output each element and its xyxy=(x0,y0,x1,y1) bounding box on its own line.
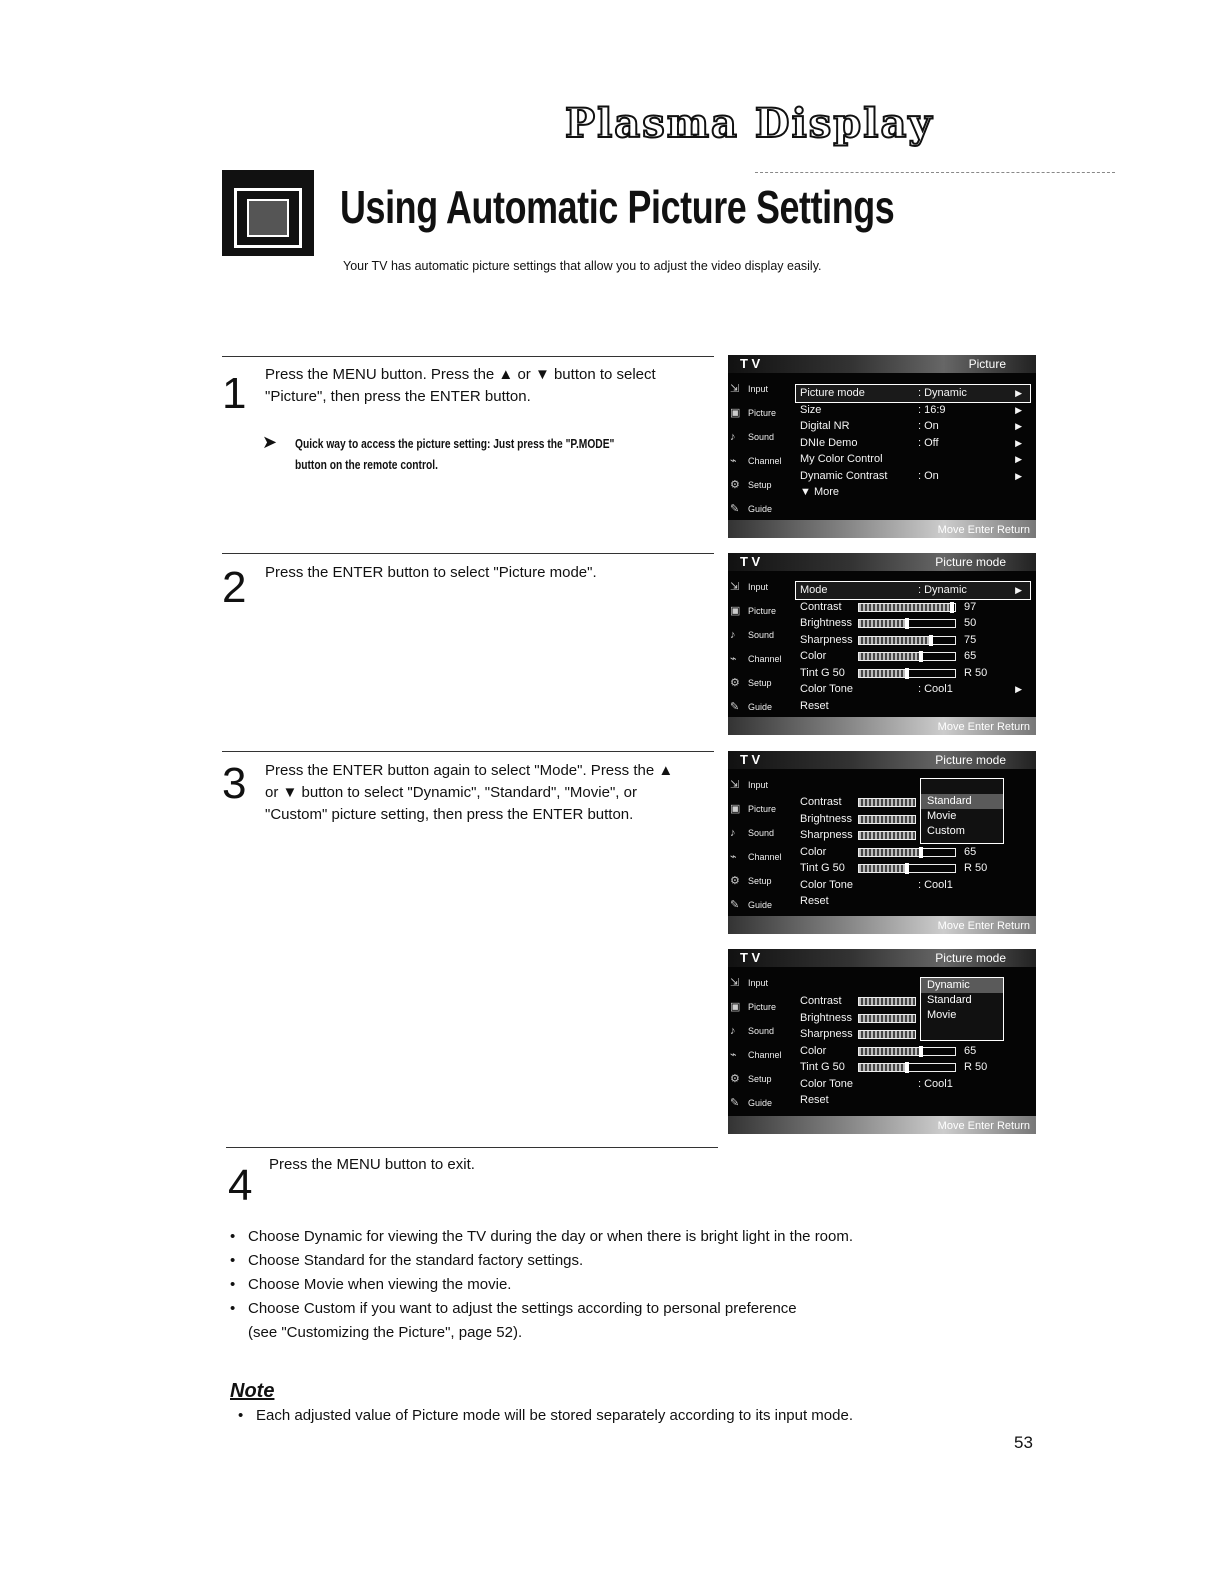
osd-screen-mode-list-dynamic xyxy=(728,949,1036,1134)
osd-row-size[interactable]: Size : 16:9 ▶ xyxy=(800,403,1022,416)
mode-option-standard[interactable]: Standard xyxy=(921,794,1003,809)
osd-tv-label: T V xyxy=(740,554,761,569)
bullet-item: • Choose Standard for the standard factory settings. xyxy=(230,1249,853,1273)
osd-sidebar-setup: ⚙ Setup xyxy=(730,869,792,893)
osd-sidebar xyxy=(730,773,792,917)
guide-icon: ✎ xyxy=(730,503,740,515)
osd-row-reset[interactable]: Reset xyxy=(800,699,829,712)
osd-menu-title: Picture mode xyxy=(935,753,1006,767)
osd-sidebar-input: ⇲ Input xyxy=(730,575,792,599)
osd-menu-title: Picture mode xyxy=(935,951,1006,965)
osd-sidebar-input: ⇲ Input xyxy=(730,773,792,797)
osd-row-reset: Reset xyxy=(800,895,829,907)
guide-icon: ✎ xyxy=(730,899,740,911)
osd-slider-brightness: Brightness xyxy=(796,811,1030,828)
osd-sidebar-setup: ⚙ Setup xyxy=(730,671,792,695)
osd-sidebar-guide: ✎ Guide xyxy=(730,893,792,917)
osd-row-reset: Reset xyxy=(800,1094,829,1106)
channel-icon: ⌁ xyxy=(730,851,737,863)
mode-dropdown[interactable] xyxy=(920,778,1004,844)
osd-sidebar xyxy=(730,575,792,719)
osd-menu-title: Picture xyxy=(968,357,1006,371)
page-number: 53 xyxy=(1014,1433,1033,1452)
osd-sidebar-picture: ▣ Picture xyxy=(730,599,792,623)
osd-sidebar-channel: ⌁ Channel xyxy=(730,647,792,671)
osd-sidebar-input: ⇲ Input xyxy=(730,971,792,995)
mode-option-standard[interactable]: Standard xyxy=(927,994,972,1006)
osd-row-my-color-control[interactable]: My Color Control ▶ xyxy=(800,453,1022,465)
tv-icon xyxy=(222,170,314,256)
osd-hint: Move Enter Return xyxy=(937,1120,1030,1132)
step-divider xyxy=(222,356,714,357)
step-number: 1 xyxy=(222,369,247,418)
step-text: Press the ENTER button to select "Picture mode". xyxy=(265,564,597,581)
osd-row-color-tone[interactable]: Color Tone : Cool1 ▶ xyxy=(800,683,1022,695)
bullet-item: • Choose Movie when viewing the movie. xyxy=(230,1273,853,1297)
osd-sidebar-channel: ⌁ Channel xyxy=(730,1043,792,1067)
step-divider xyxy=(222,751,714,752)
osd-sidebar-picture: ▣ Picture xyxy=(730,401,792,425)
osd-row-picture-mode[interactable]: Picture mode : Dynamic ▶ xyxy=(796,385,1030,402)
channel-icon: ⌁ xyxy=(730,455,737,467)
bullet-item: • Choose Dynamic for viewing the TV during the day or when there is bright light in the room. xyxy=(230,1225,853,1249)
tip-text: Quick way to access the picture setting: Just press the "P.MODE" xyxy=(295,437,615,451)
page-title: Using Automatic Picture Settings xyxy=(340,181,895,233)
mode-dropdown[interactable] xyxy=(920,977,1004,1041)
osd-hint: Move Enter Return xyxy=(937,920,1030,932)
sound-icon: ♪ xyxy=(730,1025,736,1037)
bullet-item: • Choose Custom if you want to adjust the settings according to personal preference xyxy=(230,1297,853,1321)
channel-icon: ⌁ xyxy=(730,653,737,665)
osd-sidebar-guide: ✎ Guide xyxy=(730,497,792,521)
osd-hint: Move Enter Return xyxy=(937,721,1030,733)
osd-screen-mode-list xyxy=(728,751,1036,934)
step-number: 2 xyxy=(222,563,247,612)
step-text: Press the ENTER button again to select "Mode". Press the ▲ or ▼ button to select "Dynamic", "Standard", "Movie", or "Custom" picture setting, then press the ENTER button. xyxy=(265,762,674,823)
osd-sidebar-channel: ⌁ Channel xyxy=(730,449,792,473)
input-icon: ⇲ xyxy=(730,383,740,395)
guide-icon: ✎ xyxy=(730,701,740,713)
input-icon: ⇲ xyxy=(730,977,740,989)
osd-slider-contrast: Contrast xyxy=(796,794,1030,811)
osd-sidebar xyxy=(730,377,792,521)
osd-tv-label: T V xyxy=(740,356,761,371)
osd-slider-color: Color 65 xyxy=(800,845,977,858)
bullet-continuation: (see "Customizing the Picture", page 52). xyxy=(248,1324,523,1341)
osd-sidebar-setup: ⚙ Setup xyxy=(730,1067,792,1091)
osd-sidebar xyxy=(730,971,792,1115)
osd-slider-sharpness[interactable]: Sharpness 75 xyxy=(800,633,977,646)
mode-option-custom[interactable]: Custom xyxy=(927,825,965,837)
osd-sidebar-sound: ♪ Sound xyxy=(730,425,792,449)
osd-sidebar-channel: ⌁ Channel xyxy=(730,845,792,869)
osd-row-more[interactable]: ▼ More xyxy=(800,486,840,498)
picture-icon: ▣ xyxy=(730,605,741,617)
brand-logo: Plasma Display xyxy=(565,100,934,147)
step-number: 3 xyxy=(222,759,247,808)
osd-sidebar-picture: ▣ Picture xyxy=(730,797,792,821)
setup-icon: ⚙ xyxy=(730,677,740,689)
note-heading: Note xyxy=(230,1380,275,1402)
osd-sidebar-setup: ⚙ Setup xyxy=(730,473,792,497)
picture-icon: ▣ xyxy=(730,803,741,815)
brand-rule xyxy=(755,172,1115,173)
osd-slider-color[interactable]: Color 65 xyxy=(800,650,977,662)
picture-icon: ▣ xyxy=(730,1001,741,1013)
osd-slider-brightness[interactable]: Brightness 50 xyxy=(800,617,977,629)
channel-icon: ⌁ xyxy=(730,1049,737,1061)
step-divider xyxy=(226,1147,718,1148)
picture-icon: ▣ xyxy=(730,407,741,419)
osd-row-dnie-demo[interactable]: DNIe Demo : Off ▶ xyxy=(800,436,1022,449)
sound-icon: ♪ xyxy=(730,827,736,839)
osd-sidebar-picture: ▣ Picture xyxy=(730,995,792,1019)
mode-option-movie[interactable]: Movie xyxy=(927,810,957,822)
osd-screen-picture-mode xyxy=(728,553,1036,735)
tip-arrow-icon: ➤ xyxy=(262,432,278,452)
osd-slider-brightness: Brightness xyxy=(796,1010,1030,1027)
osd-slider-sharpness: Sharpness xyxy=(796,1026,1030,1043)
page-subtitle: Your TV has automatic picture settings that allow you to adjust the video display easily. xyxy=(343,259,822,273)
setup-icon: ⚙ xyxy=(730,875,740,887)
osd-menu-title: Picture mode xyxy=(935,555,1006,569)
osd-hint: Move Enter Return xyxy=(937,524,1030,536)
osd-sidebar-guide: ✎ Guide xyxy=(730,695,792,719)
note-text: • Each adjusted value of Picture mode will be stored separately according to its input mode. xyxy=(238,1407,853,1424)
osd-slider-sharpness: Sharpness xyxy=(796,827,1030,844)
osd-slider-tint: Tint G 50 R 50 xyxy=(800,862,988,874)
osd-slider-tint[interactable]: Tint G 50 R 50 xyxy=(800,666,988,679)
guide-icon: ✎ xyxy=(730,1097,740,1109)
osd-screen-picture xyxy=(728,355,1036,538)
osd-slider-tint: Tint G 50 R 50 xyxy=(800,1061,988,1073)
osd-row-digital-nr[interactable]: Digital NR : On ▶ xyxy=(800,420,1022,432)
input-icon: ⇲ xyxy=(730,779,740,791)
mode-option-movie[interactable]: Movie xyxy=(927,1009,957,1021)
sound-icon: ♪ xyxy=(730,629,736,641)
osd-sidebar-input: ⇲ Input xyxy=(730,377,792,401)
setup-icon: ⚙ xyxy=(730,479,740,491)
osd-sidebar-sound: ♪ Sound xyxy=(730,1019,792,1043)
osd-sidebar-sound: ♪ Sound xyxy=(730,623,792,647)
tip-text: button on the remote control. xyxy=(295,458,438,472)
input-icon: ⇲ xyxy=(730,581,740,593)
osd-slider-contrast[interactable]: Contrast 97 xyxy=(800,600,977,613)
mode-option-dynamic[interactable]: Dynamic xyxy=(921,978,1003,993)
osd-sidebar-guide: ✎ Guide xyxy=(730,1091,792,1115)
osd-row-mode[interactable]: Mode : Dynamic ▶ xyxy=(796,582,1030,599)
bullet-list xyxy=(230,1225,853,1345)
osd-slider-color: Color 65 xyxy=(800,1044,977,1057)
osd-tv-label: T V xyxy=(740,950,761,965)
step-text: Press the MENU button. Press the ▲ or ▼ button to select "Picture", then press the ENTER button. xyxy=(265,366,656,405)
osd-row-color-tone: Color Tone : Cool1 xyxy=(800,878,953,891)
osd-tv-label: T V xyxy=(740,752,761,767)
step-number: 4 xyxy=(228,1161,253,1210)
osd-row-dynamic-contrast[interactable]: Dynamic Contrast : On ▶ xyxy=(800,469,1022,482)
osd-row-color-tone: Color Tone : Cool1 xyxy=(800,1077,953,1090)
step-text: Press the MENU button to exit. xyxy=(269,1156,475,1173)
setup-icon: ⚙ xyxy=(730,1073,740,1085)
osd-sidebar-sound: ♪ Sound xyxy=(730,821,792,845)
sound-icon: ♪ xyxy=(730,431,736,443)
osd-slider-contrast: Contrast xyxy=(796,993,1030,1010)
step-divider xyxy=(222,553,714,554)
